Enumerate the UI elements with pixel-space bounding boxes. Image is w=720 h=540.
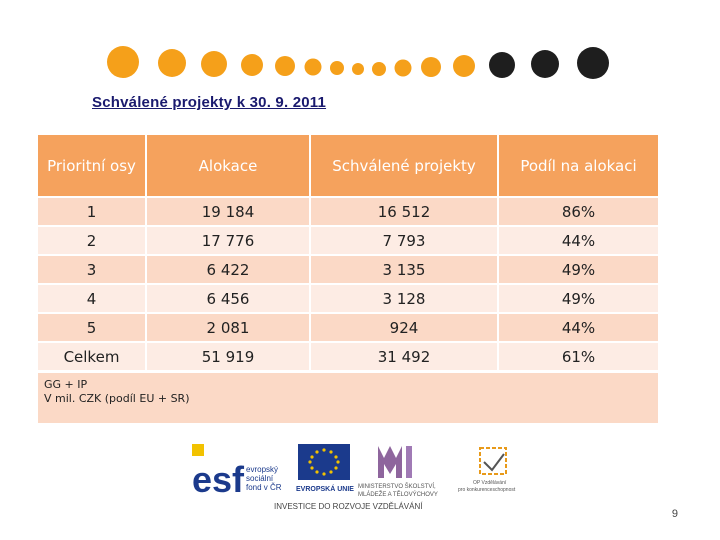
header-allocation: Alokace [146, 135, 310, 197]
dot [275, 56, 295, 76]
cell-allocation: 17 776 [146, 226, 310, 255]
cell-share: 49% [498, 284, 658, 313]
table-row [38, 284, 658, 313]
cell-allocation: 2 081 [146, 313, 310, 342]
dot [421, 57, 441, 77]
table-row [38, 226, 658, 255]
cell-share: 44% [498, 313, 658, 342]
cell-approved: 3 128 [310, 284, 498, 313]
cell-axis: Celkem [38, 342, 146, 370]
esf-logo [192, 444, 282, 500]
cell-share: 61% [498, 342, 658, 370]
eu-star [315, 470, 318, 473]
dot [107, 46, 139, 78]
cell-share: 49% [498, 255, 658, 284]
cell-allocation: 6 422 [146, 255, 310, 284]
eu-star [322, 448, 325, 451]
cell-allocation: 51 919 [146, 342, 310, 370]
cell-approved: 16 512 [310, 197, 498, 226]
eu-star [308, 460, 311, 463]
op-vk-text-line-1: OP Vzdělávání [473, 480, 507, 486]
cell-approved: 924 [310, 313, 498, 342]
esf-text-line-1: evropský [246, 465, 279, 474]
esf-text-line-3: fond v ČR [246, 483, 282, 492]
cell-allocation: 6 456 [146, 284, 310, 313]
dot [158, 49, 186, 77]
eu-star [329, 470, 332, 473]
footnote-line-1: GG + IP [44, 378, 88, 391]
cell-axis: 3 [38, 255, 146, 284]
dot [489, 52, 515, 78]
eu-star [329, 450, 332, 453]
eu-star [336, 460, 339, 463]
decorative-dots [0, 0, 720, 100]
esf-star-block [192, 444, 204, 456]
eu-star [322, 472, 325, 475]
table-row [38, 313, 658, 342]
footnote-line-2: V mil. CZK (podíl EU + SR) [44, 392, 190, 405]
eu-star [310, 455, 313, 458]
eu-flag-logo [296, 444, 354, 493]
msmt-text-line-2: MLÁDEŽE A TĚLOVÝCHOVY [358, 492, 438, 498]
eu-star [334, 455, 337, 458]
cell-approved: 31 492 [310, 342, 498, 370]
table-row [38, 255, 658, 284]
header-priority-axes: Prioritní osy [38, 135, 146, 197]
cell-allocation: 19 184 [146, 197, 310, 226]
cell-axis: 4 [38, 284, 146, 313]
cell-axis: 5 [38, 313, 146, 342]
esf-text-line-2: sociální [246, 474, 274, 483]
dot [531, 50, 559, 78]
funding-logos [190, 438, 535, 513]
page-title: Schválené projekty k 30. 9. 2011 [92, 94, 327, 111]
table-row [38, 197, 658, 226]
dot [305, 59, 322, 76]
op-vk-logo [458, 448, 516, 493]
op-vk-text-line-2: pro konkurenceschopnost [458, 487, 516, 493]
eu-label: EVROPSKÁ UNIE [296, 486, 354, 493]
msmt-emblem [378, 446, 402, 478]
cell-approved: 3 135 [310, 255, 498, 284]
esf-mark: esf [192, 459, 245, 500]
eu-star [310, 466, 313, 469]
table-row-total [38, 342, 658, 370]
projects-table [38, 135, 658, 370]
dot [352, 63, 364, 75]
table-header-row [38, 135, 658, 197]
header-approved-projects: Schválené projekty [310, 135, 498, 197]
cell-axis: 2 [38, 226, 146, 255]
cell-approved: 7 793 [310, 226, 498, 255]
table-footnote [38, 373, 658, 423]
dot [453, 55, 475, 77]
dot [395, 60, 412, 77]
dot [241, 54, 263, 76]
dot [201, 51, 227, 77]
dot [372, 62, 386, 76]
msmt-emblem-accent [406, 446, 412, 478]
eu-star [334, 466, 337, 469]
header-share-of-allocation: Podíl na alokaci [498, 135, 658, 197]
dot [330, 61, 344, 75]
msmt-text-line-1: MINISTERSTVO ŠKOLSTVÍ, [358, 484, 436, 490]
eu-star [315, 450, 318, 453]
dot [577, 47, 609, 79]
logos-tagline: INVESTICE DO ROZVOJE VZDĚLÁVÁNÍ [274, 502, 423, 511]
msmt-logo [358, 446, 438, 498]
page-number: 9 [671, 508, 678, 520]
cell-share: 44% [498, 226, 658, 255]
cell-axis: 1 [38, 197, 146, 226]
cell-share: 86% [498, 197, 658, 226]
op-vk-check [484, 454, 504, 470]
